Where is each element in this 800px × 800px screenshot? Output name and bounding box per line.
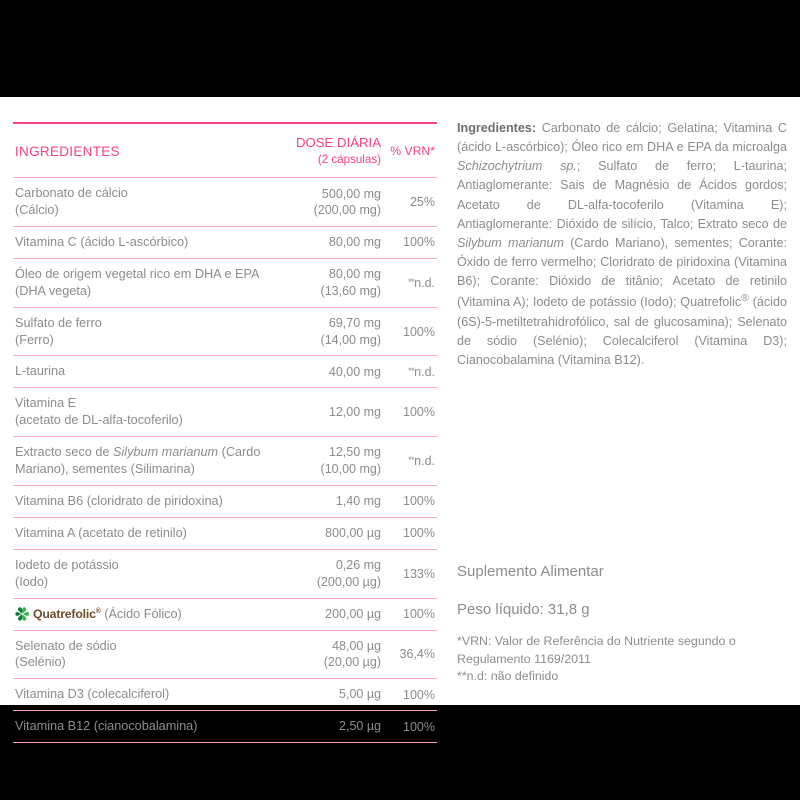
vrn-percent-cell xyxy=(387,630,437,679)
daily-dose-cell xyxy=(285,356,387,388)
quatrefolic-brand-logo xyxy=(15,606,101,622)
dose-value: 0,26 mg xyxy=(335,557,381,572)
ingredients-paragraph: Ingredientes: Carbonato de cálcio; Gelatina; Vitamina C (ácido L-ascórbico); Óleo rico em DHA e EPA da microalga Schizochytrium sp.; Sulfato de ferro; L-taurina; Antiaglomerante: Sais de Magnésio de Ácidos gordos; Acetato de DL-alfa-tocoferilo (Vitamina E); Antiaglomerante: Dióxido de silício, Talco; Extrato seco de Silybum marianum (Cardo Mariano), sementes; Corante: Óxido de ferro vermelho; Cloridrato de piridoxina (Vitamina B6); Corante: Dióxido de titânio; Acetato de retinilo (Vitamina A); Iodeto de potássio (Iodo); Quatrefolic® (ácido (6S)-5-metiltetrahidrofólico, sal de glucosamina); Selenato de sódio (Selénio); Colecalciferol (Vitamina D3); Cianocobalamina (Vitamina B12). xyxy=(457,121,787,367)
vrn-percent-cell xyxy=(387,711,437,743)
ingredient-name-line: (Ácido Fólico) xyxy=(100,606,182,621)
vrn-value: 133% xyxy=(403,566,435,581)
table-row xyxy=(13,437,437,486)
vrn-value: 100% xyxy=(403,235,435,250)
vrn-value: 25% xyxy=(409,195,435,210)
ingredient-name-cell xyxy=(13,307,285,356)
ingredient-name-cell xyxy=(13,356,285,388)
column-header-ingredients: INGREDIENTES xyxy=(13,123,285,178)
table-row xyxy=(13,679,437,711)
vrn-value: 100% xyxy=(403,494,435,509)
ingredient-name-cell xyxy=(13,517,285,549)
quatrefolic-wordmark: Quatrefolic® xyxy=(33,606,101,621)
vrn-percent-cell xyxy=(387,437,437,486)
ingredient-name-line: Selenato de sódio xyxy=(15,638,117,653)
vrn-percent-cell xyxy=(387,307,437,356)
supplement-type-text: Suplemento Alimentar xyxy=(457,563,604,580)
vrn-percent-cell xyxy=(387,485,437,517)
ingredient-name-subline: (DHA vegeta) xyxy=(15,283,92,298)
ingredient-name-line: Vitamina B12 (cianocobalamina) xyxy=(15,719,198,734)
footnote-nd: **n.d: não definido xyxy=(457,669,559,684)
nutrition-facts-table xyxy=(13,122,437,743)
dose-value: 12,00 mg xyxy=(328,404,381,419)
vrn-percent-cell xyxy=(387,227,437,259)
ingredient-name-line: Vitamina C (ácido L-ascórbico) xyxy=(15,235,189,250)
label-panel xyxy=(0,97,800,734)
vrn-footnote-marker: ** xyxy=(408,455,415,466)
dose-value: 2,50 µg xyxy=(339,719,381,734)
daily-dose-sub-label: (2 cápsulas) xyxy=(317,152,381,166)
ingredient-name-cell xyxy=(13,258,285,307)
ingredient-name-line: Carbonato de cálcio xyxy=(15,186,128,201)
ingredient-name-subline: (acetato de DL-alfa-tocoferilo) xyxy=(15,413,183,428)
dose-active-value: (14,00 mg) xyxy=(320,332,381,347)
column-header-daily-dose xyxy=(285,123,387,178)
dose-value: 40,00 mg xyxy=(328,364,381,379)
vrn-percent-cell xyxy=(387,356,437,388)
dose-value: 5,00 µg xyxy=(339,687,381,702)
ingredient-name-line: Vitamina B6 (cloridrato de piridoxina) xyxy=(15,493,223,508)
nutrition-table-container xyxy=(13,122,437,743)
daily-dose-cell xyxy=(285,258,387,307)
table-row xyxy=(13,630,437,679)
vrn-footnote-marker: ** xyxy=(408,365,415,376)
daily-dose-cell xyxy=(285,630,387,679)
daily-dose-cell xyxy=(285,178,387,227)
dose-value: 1,40 mg xyxy=(335,494,381,509)
ingredient-name-cell xyxy=(13,598,285,630)
vrn-value: n.d. xyxy=(414,364,435,379)
table-row xyxy=(13,485,437,517)
ingredient-name-line: Óleo de origem vegetal rico em DHA e EPA xyxy=(15,266,260,281)
vrn-value: n.d. xyxy=(414,275,435,290)
ingredient-name-cell xyxy=(13,630,285,679)
ingredient-name-cell xyxy=(13,227,285,259)
vrn-footnote-marker: ** xyxy=(408,276,415,287)
vrn-label: % VRN xyxy=(390,143,431,158)
net-weight-text: Peso líquido: 31,8 g xyxy=(457,601,590,618)
dose-active-value: (200,00 mg) xyxy=(313,203,381,218)
daily-dose-cell xyxy=(285,437,387,486)
daily-dose-cell xyxy=(285,227,387,259)
daily-dose-main-label: DOSE DIÁRIA xyxy=(295,135,381,150)
vrn-value: 100% xyxy=(403,324,435,339)
dose-value: 12,50 mg xyxy=(328,445,381,460)
ingredients-block xyxy=(457,119,787,370)
table-row xyxy=(13,388,437,437)
ingredient-name-cell xyxy=(13,178,285,227)
ingredient-name-cell xyxy=(13,485,285,517)
ingredient-name-cell xyxy=(13,388,285,437)
vrn-value: 100% xyxy=(403,687,435,702)
vrn-value: 100% xyxy=(403,405,435,420)
table-row xyxy=(13,258,437,307)
table-row xyxy=(13,549,437,598)
vrn-value: n.d. xyxy=(414,454,435,469)
daily-dose-cell xyxy=(285,598,387,630)
vrn-value: 100% xyxy=(403,526,435,541)
dose-value: 80,00 mg xyxy=(328,235,381,250)
daily-dose-cell xyxy=(285,549,387,598)
vrn-percent-cell xyxy=(387,388,437,437)
table-row xyxy=(13,307,437,356)
vrn-percent-cell xyxy=(387,549,437,598)
table-row xyxy=(13,178,437,227)
vrn-value: 100% xyxy=(403,607,435,622)
vrn-value: 36,4% xyxy=(399,647,435,662)
vrn-value: 100% xyxy=(403,719,435,734)
ingredient-name-line: Extracto seco de Silybum marianum (Cardo Mariano), sementes (Silimarina) xyxy=(15,445,261,477)
vrn-percent-cell xyxy=(387,178,437,227)
dose-active-value: (200,00 µg) xyxy=(316,574,381,589)
ingredient-name-line: Iodeto de potássio xyxy=(15,557,119,572)
dose-active-value: (10,00 mg) xyxy=(320,462,381,477)
ingredient-name-cell xyxy=(13,437,285,486)
table-row xyxy=(13,517,437,549)
dose-value: 48,00 µg xyxy=(332,638,381,653)
daily-dose-cell xyxy=(285,517,387,549)
ingredient-name-cell xyxy=(13,549,285,598)
table-row xyxy=(13,227,437,259)
daily-dose-cell xyxy=(285,485,387,517)
ingredient-name-subline: (Cálcio) xyxy=(15,203,59,218)
vrn-percent-cell xyxy=(387,517,437,549)
vrn-percent-cell xyxy=(387,598,437,630)
column-header-vrn xyxy=(387,123,437,178)
dose-active-value: (13,60 mg) xyxy=(320,283,381,298)
vrn-percent-cell xyxy=(387,679,437,711)
ingredient-name-subline: (Selénio) xyxy=(15,655,66,670)
letterbox-top-bar xyxy=(0,0,800,97)
vrn-asterisk: * xyxy=(430,143,435,158)
ingredient-name-line: Vitamina E xyxy=(15,396,77,411)
ingredient-name-line: Vitamina D3 (colecalciferol) xyxy=(15,687,170,702)
dose-value: 80,00 mg xyxy=(328,267,381,282)
dose-value: 800,00 µg xyxy=(325,525,381,540)
daily-dose-cell xyxy=(285,711,387,743)
ingredient-name-subline: (Iodo) xyxy=(15,574,49,589)
ingredient-name-line: L-taurina xyxy=(15,364,66,379)
ingredient-name-line: Vitamina A (acetato de retinilo) xyxy=(15,525,187,540)
dose-value: 200,00 µg xyxy=(325,606,381,621)
dose-active-value: (20,00 µg) xyxy=(323,655,381,670)
dose-value: 500,00 mg xyxy=(321,186,381,201)
ingredient-name-subline: (Ferro) xyxy=(15,332,54,347)
registered-trademark-icon: ® xyxy=(95,607,101,615)
table-row xyxy=(13,711,437,743)
table-row xyxy=(13,598,437,630)
daily-dose-cell xyxy=(285,307,387,356)
footnote-vrn: *VRN: Valor de Referência do Nutriente segundo o Regulamento 1169/2011 xyxy=(457,634,736,666)
table-row xyxy=(13,356,437,388)
ingredient-name-line: Sulfato de ferro xyxy=(15,315,102,330)
daily-dose-cell xyxy=(285,388,387,437)
table-header-row xyxy=(13,123,437,178)
ingredient-name-cell xyxy=(13,711,285,743)
vrn-percent-cell xyxy=(387,258,437,307)
footnotes-block xyxy=(457,633,797,686)
daily-dose-cell xyxy=(285,679,387,711)
dose-value: 69,70 mg xyxy=(328,315,381,330)
ingredient-name-cell xyxy=(13,679,285,711)
